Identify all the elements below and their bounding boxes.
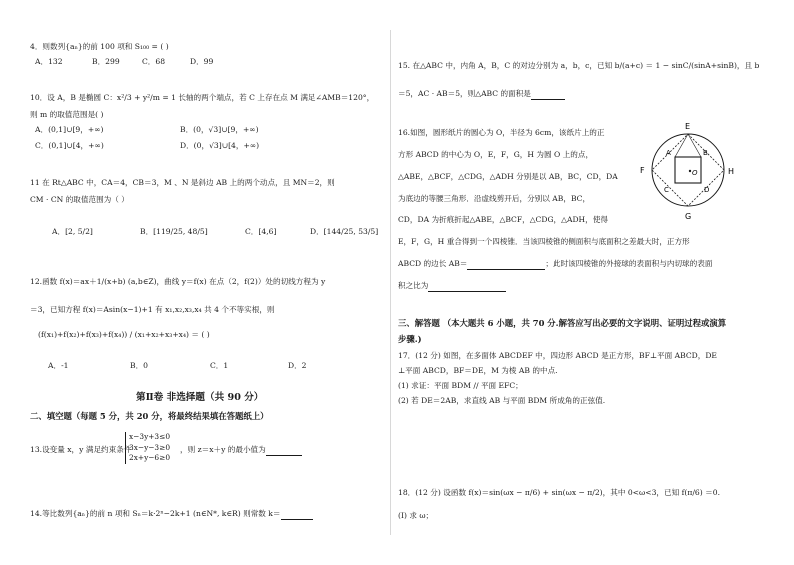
- q16-answer-blank-1[interactable]: [467, 259, 545, 270]
- q16-line2: 方形 ABCD 的中心为 O，E，F，G，H 为圆 O 上的点，: [398, 150, 594, 159]
- figure-label-o: O: [692, 169, 698, 177]
- q11-option-d: D．[144/25, 53/5]: [310, 227, 379, 236]
- q16-answer-blank-2[interactable]: [428, 281, 506, 292]
- q16-line8: [398, 281, 506, 292]
- q13-constraint-3: 2x+y−6≥0: [129, 453, 171, 462]
- q4-option-a: A．132: [35, 57, 63, 66]
- q12-option-b: B．0: [130, 361, 149, 370]
- q16-line7-tail: ；此时该四棱锥的外接球的表面积与内切球的表面: [545, 259, 713, 268]
- q10-line2: 则 m 的取值范围是( ): [30, 110, 104, 119]
- q12-line2: ＝3，已知方程 f(x)＝Asin(x−1)+1 有 x₁,x₂,x₃,x₄ 共 4 个不等实根，则: [30, 305, 275, 314]
- figure-center-dot: [689, 170, 691, 172]
- q4-stem: 4．则数列{aₙ}的前 100 项和 S₁₀₀ = ( ): [30, 42, 169, 51]
- figure-label-e: E: [685, 122, 691, 131]
- part2-title: 第Ⅱ卷 非选择题（共 90 分）: [136, 392, 264, 403]
- q17-line3: (1) 求证：平面 BDM // 平面 EFC；: [398, 381, 523, 390]
- q16-line7-head: ABCD 的边长 AB＝: [398, 259, 468, 268]
- q12-line1: 12.函数 f(x)＝ax＋1/(x+b) (a,b∈Z)，曲线 y＝f(x) 在点（2，f(2)）处的切线方程为 y: [30, 277, 326, 286]
- q4-option-c: C．68: [142, 57, 166, 66]
- q10-option-d: D．(0，√3]∪[4，+∞): [180, 141, 260, 150]
- q12-option-c: C．1: [210, 361, 229, 370]
- q15-line1: 15. 在△ABC 中，内角 A，B，C 的对边分别为 a，b，c，已知 b/(a+c) ＝ 1 − sinC/(sinA+sinB)，且 b: [398, 61, 760, 70]
- q11-option-b: B．[119/25, 48/5]: [140, 227, 208, 236]
- figure-label-a: A: [666, 149, 671, 157]
- q10-option-a: A．(0,1]∪[9，+∞): [35, 125, 104, 134]
- section3-line1: 三、解答题 （本大题共 6 小题，共 70 分.解答应写出必要的文字说明、证明过程或演算: [398, 318, 727, 328]
- q18-line1: 18．(12 分) 设函数 f(x)＝sin(ωx − π/6) + sin(ωx − π/2)，其中 0<ω<3，已知 f(π/6) ＝0.: [398, 488, 720, 497]
- figure-label-f: F: [640, 166, 645, 175]
- q16-line7: [398, 259, 712, 270]
- figure-line-ae: [675, 134, 688, 157]
- q13-brace: [125, 432, 170, 464]
- q12-option-d: D．2: [288, 361, 307, 370]
- q10-line1: 10．设 A，B 是椭圆 C：x²/3 + y²/m = 1 长轴的两个端点，若 C 上存在点 M 满足∠AMB＝120°，: [30, 93, 375, 102]
- q12-line3: (f(x₁)+f(x₂)+f(x₃)+f(x₄)) / (x₁+x₂+x₃+x₄) ＝ ( ): [38, 330, 210, 339]
- figure-circle: [652, 134, 724, 206]
- column-divider: [390, 30, 391, 535]
- q13-constraint-1: x−3y+3≤0: [129, 432, 171, 441]
- q17-line2: ⊥平面 ABCD，BF＝DE，M 为棱 AB 的中点.: [398, 366, 558, 375]
- q11-line1: 11 在 Rt△ABC 中，CA＝4，CB＝3，M 、N 是斜边 AB 上的两个动点，且 MN＝2，则: [30, 178, 335, 187]
- figure-label-h: H: [728, 167, 735, 176]
- q14-answer-blank[interactable]: [281, 509, 313, 520]
- q18-line2: (I) 求 ω；: [398, 511, 434, 520]
- q10-option-b: B．(0，√3]∪[9，+∞): [180, 125, 259, 134]
- q17-line1: 17．(12 分) 如图，在多面体 ABCDEF 中，四边形 ABCD 是正方形，BF⊥平面 ABCD，DE: [398, 351, 717, 360]
- q15-line2-wrap: [398, 89, 565, 100]
- figure-label-c: C: [664, 186, 669, 194]
- figure-label-g: G: [685, 212, 692, 220]
- q16-line8-head: 积之比为: [398, 281, 429, 290]
- q11-line2: CM · CN 的取值范围为（ ）: [30, 195, 129, 204]
- q13-answer-blank[interactable]: [266, 445, 302, 456]
- q13-constraint-2: 3x−y−3≥0: [129, 442, 171, 452]
- q16-line1: 16.如图，圆形纸片的圆心为 O，半径为 6cm，该纸片上的正: [398, 128, 605, 137]
- q16-line5: CD，DA 为折痕折起△ABE，△BCF，△CDG，△ADH，使得: [398, 215, 608, 224]
- section2-heading: 二、填空题（每题 5 分，共 20 分，将最终结果填在答题纸上）: [30, 411, 269, 421]
- q12-option-a: A．-1: [48, 361, 69, 370]
- q17-line4: (2) 若 DE＝2AB，求直线 AB 与平面 BDM 所成角的正弦值.: [398, 396, 606, 405]
- q4-option-d: D．99: [190, 57, 214, 66]
- q16-line6: E，F，G，H 重合得到一个四棱锥．当该四棱锥的侧面积与底面积之差最大时，正方形: [398, 237, 690, 246]
- q4-option-b: B．299: [92, 57, 120, 66]
- q13-tail: [180, 445, 302, 456]
- figure-label-d: D: [704, 186, 710, 194]
- q15-line2: ＝5，AC · AB＝5，则△ABC 的面积是: [398, 89, 531, 98]
- figure-label-b: B: [703, 149, 708, 157]
- q11-option-a: A．[2, 5/2]: [52, 227, 93, 236]
- q10-option-c: C．(0,1]∪[4，+∞): [35, 141, 104, 150]
- q14-line: [30, 509, 313, 520]
- q13-stem: 13.设变量 x，y 满足约束条件: [30, 445, 132, 454]
- q11-option-c: C．[4,6]: [245, 227, 277, 236]
- q16-line4: 为底边的等腰三角形．沿虚线剪开后，分别以 AB，BC，: [398, 194, 591, 203]
- q13-constraint-system: [125, 432, 170, 464]
- q14-stem: 14.等比数列{aₙ}的前 n 项和 Sₙ＝k·2ⁿ−2k+1 (n∈N*, k∈R) 则常数 k＝: [30, 509, 281, 518]
- q16-line3: △ABE，△BCF，△CDG，△ADH 分别是以 AB，BC，CD，DA: [398, 172, 618, 181]
- q16-figure: [634, 120, 766, 220]
- section3-line2: 步骤.): [398, 334, 422, 344]
- q15-answer-blank[interactable]: [531, 89, 565, 100]
- q13-tail-text: ，则 z＝x＋y 的最小值为: [180, 445, 266, 454]
